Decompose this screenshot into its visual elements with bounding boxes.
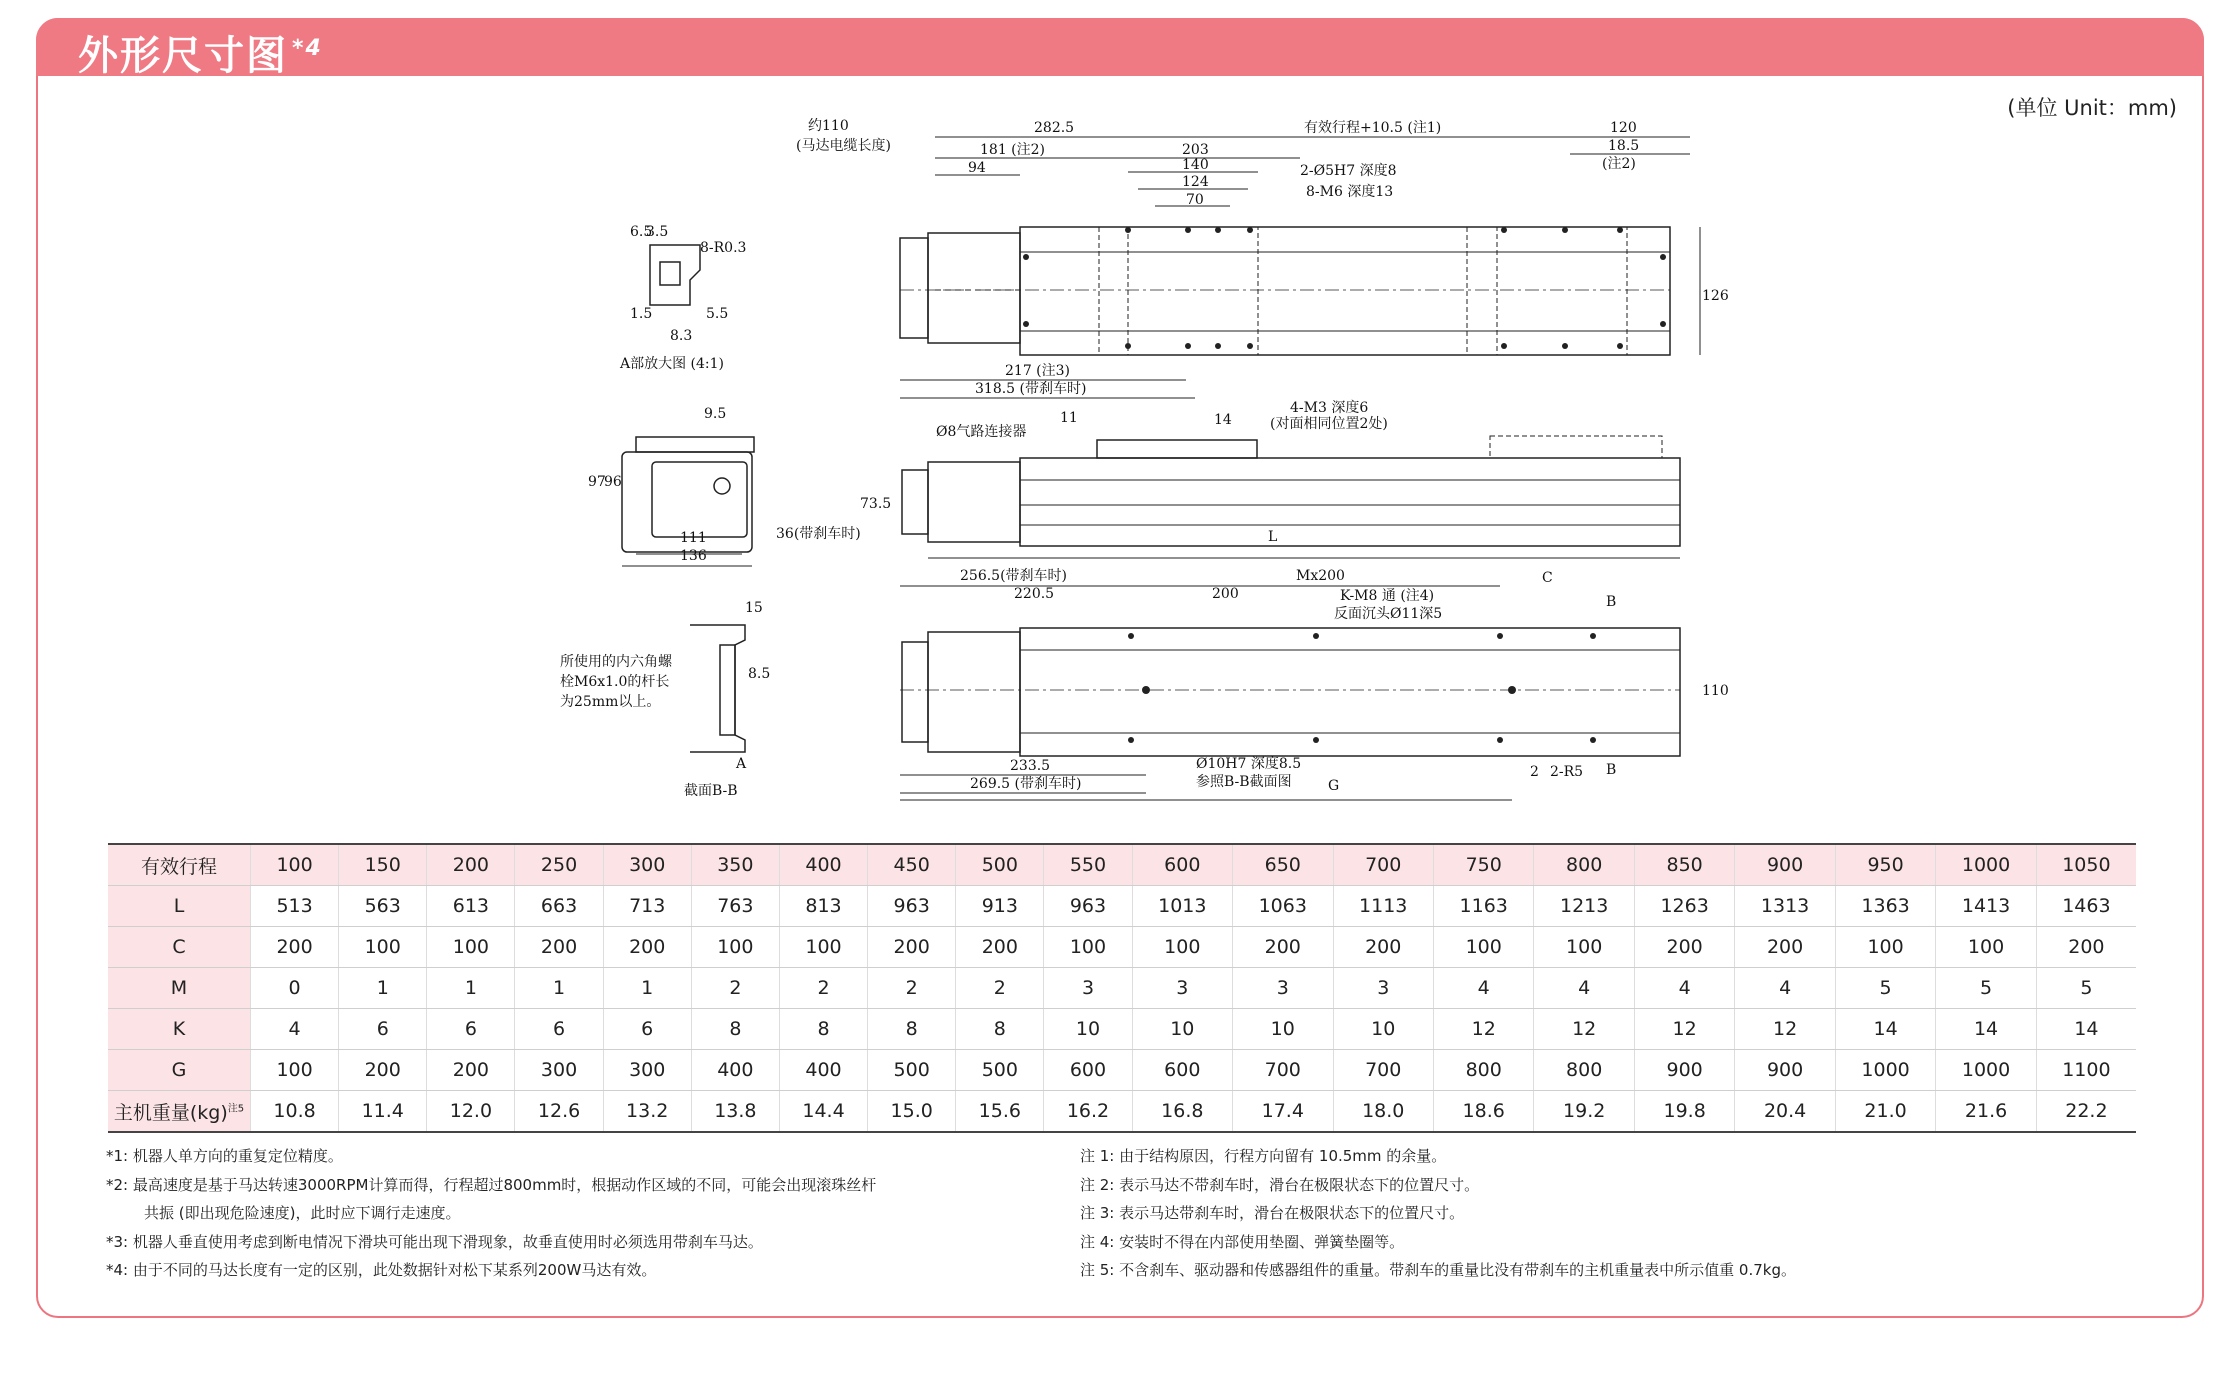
table-cell: 1163 [1433,886,1533,927]
top-dim: (马达电缆长度) [796,138,891,154]
end-view [622,437,754,566]
table-cell: 400 [779,844,867,886]
table-cell: 12.6 [515,1091,603,1133]
table-row [108,968,2136,1009]
table-cell: 6 [515,1009,603,1050]
detail-a-dim: 3.5 [646,224,669,240]
table-cell: 6 [339,1009,427,1050]
table-cell: 200 [515,927,603,968]
table-cell: 1463 [2036,886,2136,927]
table-cell: 200 [251,927,339,968]
note-item: 注 4: 安装时不得在内部使用垫圈、弹簧垫圈等。 [1080,1232,1405,1251]
top-dim: 18.5 [1608,138,1640,154]
table-cell: 800 [1534,1050,1634,1091]
table-cell: 17.4 [1233,1091,1333,1133]
table-cell: 400 [779,1050,867,1091]
table-cell: 750 [1433,844,1533,886]
table-cell: 1113 [1333,886,1433,927]
note-item: *4: 由于不同的马达长度有一定的区别，此处数据针对松下某系列200W马达有效。 [106,1261,657,1279]
bottom-dim: 200 [1212,586,1239,602]
table-cell: 150 [339,844,427,886]
note-item: 注 5: 不含刹车、驱动器和传感器组件的重量。带刹车的重量比没有带刹车的主机重量表中所示值重 0.7kg。 [1080,1261,1796,1279]
table-cell: 963 [868,886,956,927]
row-label: K [108,1009,251,1050]
table-cell: 700 [1333,1050,1433,1091]
table-cell: 900 [1735,844,1835,886]
bottom-dim: 220.5 [1014,586,1055,602]
table-cell: 663 [515,886,603,927]
table-cell: 300 [603,1050,691,1091]
table-cell: 200 [1233,927,1333,968]
table-cell: 2 [868,968,956,1009]
top-dim: (注2) [1602,156,1636,172]
table-cell: 100 [1534,927,1634,968]
table-cell: 19.8 [1634,1091,1734,1133]
table-cell: 5 [1936,968,2036,1009]
table-cell: 350 [691,844,779,886]
table-cell: 4 [1534,968,1634,1009]
table-cell: 5 [2036,968,2136,1009]
table-cell: 1050 [2036,844,2136,886]
section-label-a: A [736,756,747,772]
table-cell: 200 [2036,927,2136,968]
top-dim: 124 [1182,174,1209,190]
table-cell: 10 [1044,1009,1132,1050]
table-cell: 6 [603,1009,691,1050]
table-row [108,927,2136,968]
detail-a-dim: 1.5 [630,306,653,322]
top-dim: 2-Ø5H7 深度8 [1300,163,1397,179]
table-cell: 2 [956,968,1044,1009]
notes-right [1080,1142,1796,1285]
table-cell: 600 [1132,844,1232,886]
top-dim: 约110 [808,118,849,134]
table-cell: 6 [427,1009,515,1050]
table-cell: 950 [1835,844,1935,886]
table-cell: 100 [427,927,515,968]
note-item: 注 1: 由于结构原因，行程方向留有 10.5mm 的余量。 [1080,1147,1447,1165]
side-dim: 11 [1060,410,1078,426]
table-cell: 1 [427,968,515,1009]
table-cell: 12 [1735,1009,1835,1050]
table-cell: 550 [1044,844,1132,886]
top-dim: 有效行程+10.5 (注1) [1304,120,1442,136]
table-cell: 16.8 [1132,1091,1232,1133]
table-cell: 200 [956,927,1044,968]
table-cell: 100 [779,927,867,968]
bottom-dim: 2-R5 [1550,764,1584,780]
bottom-dim: K-M8 通 (注4) [1340,588,1435,604]
table-cell: 12 [1534,1009,1634,1050]
table-cell: 450 [868,844,956,886]
table-cell: 963 [1044,886,1132,927]
side-dim: 73.5 [860,496,892,512]
end-view-dim: 136 [680,548,707,564]
table-cell: 20.4 [1735,1091,1835,1133]
detail-a-dim: 8.3 [670,328,693,344]
table-cell: 200 [1634,927,1734,968]
table-cell: 900 [1735,1050,1835,1091]
table-cell: 100 [251,844,339,886]
table-cell: 300 [603,844,691,886]
table-cell: 12.0 [427,1091,515,1133]
table-cell: 200 [868,927,956,968]
bottom-dim: B [1606,762,1617,778]
table-cell: 500 [956,1050,1044,1091]
section-dim: 15 [745,600,763,616]
table-cell: 813 [779,886,867,927]
table-cell: 300 [515,1050,603,1091]
table-cell: 0 [251,968,339,1009]
table-cell: 563 [339,886,427,927]
section-bb [690,625,745,752]
table-cell: 14 [1835,1009,1935,1050]
section-dim: 8.5 [748,666,771,682]
row-label: 有效行程 [108,844,251,886]
note-item: 共振 (即出现危险速度)，此时应下调行走速度。 [144,1204,461,1222]
table-cell: 200 [427,844,515,886]
bottom-dim: 233.5 [1010,758,1051,774]
table-cell: 15.0 [868,1091,956,1133]
table-cell: 650 [1233,844,1333,886]
table-cell: 5 [1835,968,1935,1009]
table-cell: 100 [251,1050,339,1091]
top-dim: 203 [1182,142,1209,158]
table-cell: 12 [1433,1009,1533,1050]
table-cell: 800 [1534,844,1634,886]
table-cell: 10 [1333,1009,1433,1050]
bottom-dim: Ø10H7 深度8.5 [1196,756,1302,772]
table-cell: 18.6 [1433,1091,1533,1133]
note-item: 注 3: 表示马达带刹车时，滑台在极限状态下的位置尺寸。 [1080,1204,1465,1222]
end-view-dim: 111 [680,530,707,546]
table-cell: 200 [603,927,691,968]
table-cell: 913 [956,886,1044,927]
side-dim: L [1268,529,1278,545]
table-cell: 2 [779,968,867,1009]
bottom-dim: B [1606,594,1617,610]
table-cell: 500 [868,1050,956,1091]
row-label: L [108,886,251,927]
row-label: M [108,968,251,1009]
table-cell: 200 [1333,927,1433,968]
table-cell: 2 [691,968,779,1009]
side-dim: 36(带刹车时) [776,526,861,542]
table-cell: 600 [1132,1050,1232,1091]
table-cell: 850 [1634,844,1734,886]
table-cell: 15.6 [956,1091,1044,1133]
top-dim: 94 [968,160,986,176]
detail-a-dim: 8-R0.3 [700,240,747,256]
table-cell: 3 [1333,968,1433,1009]
table-cell: 1100 [2036,1050,2136,1091]
top-dim: 282.5 [1034,120,1075,136]
top-dim: 120 [1610,120,1637,136]
detail-a-caption: A部放大图 (4:1) [620,356,725,372]
table-cell: 400 [691,1050,779,1091]
section-caption: 截面B-B [684,783,738,799]
table-cell: 8 [691,1009,779,1050]
section-note: 为25mm以上。 [560,694,661,710]
top-dim: 318.5 (带刹车时) [975,381,1087,397]
table-cell: 100 [1835,927,1935,968]
detail-a-dim: 5.5 [706,306,729,322]
table-cell: 4 [1735,968,1835,1009]
table-cell: 200 [1735,927,1835,968]
table-cell: 10 [1233,1009,1333,1050]
end-view-dim: 97 [588,474,606,490]
side-view [902,436,1680,558]
section-note: 栓M6x1.0的杆长 [560,674,670,690]
table-cell: 19.2 [1534,1091,1634,1133]
table-cell: 100 [1936,927,2036,968]
table-cell: 4 [251,1009,339,1050]
table-cell: 1013 [1132,886,1232,927]
table-cell: 100 [1132,927,1232,968]
table-cell: 13.2 [603,1091,691,1133]
table-cell: 1 [339,968,427,1009]
bottom-dim: 256.5(带刹车时) [960,568,1068,584]
side-dim: (对面相同位置2处) [1270,416,1388,432]
end-view-dim: 9.5 [704,406,727,422]
top-dim: 181 (注2) [980,142,1046,158]
detail-a-dim: 6.5 [630,224,653,240]
table-cell: 12 [1634,1009,1734,1050]
table-cell: 700 [1333,844,1433,886]
table-cell: 713 [603,886,691,927]
table-cell: 500 [956,844,1044,886]
table-cell: 10.8 [251,1091,339,1133]
table-cell: 1413 [1936,886,2036,927]
top-dim: 140 [1182,157,1209,173]
side-dim: 4-M3 深度6 [1290,400,1369,416]
bottom-dim: 2 [1530,764,1539,780]
table-cell: 1000 [1936,1050,2036,1091]
bottom-dim: Mx200 [1296,568,1345,584]
row-label: C [108,927,251,968]
table-cell: 1000 [1835,1050,1935,1091]
page-title: 外形尺寸图 $^{*4}$ [78,33,323,79]
table-cell: 600 [1044,1050,1132,1091]
table-cell: 1363 [1835,886,1935,927]
table-cell: 200 [427,1050,515,1091]
table-cell: 513 [251,886,339,927]
table-cell: 800 [1433,1050,1533,1091]
end-view-dim: 96 [604,474,622,490]
notes-left [106,1142,876,1285]
side-dim: Ø8气路连接器 [936,424,1027,440]
table-cell: 18.0 [1333,1091,1433,1133]
bottom-dim: 110 [1702,683,1729,699]
note-item: *2: 最高速度是基于马达转速3000RPM计算而得，行程超过800mm时，根据动作区域的不同，可能会出现滚珠丝杆 [106,1175,877,1194]
detail-a [650,245,700,305]
table-cell: 10 [1132,1009,1232,1050]
table-cell: 3 [1132,968,1232,1009]
table-cell: 250 [515,844,603,886]
table-cell: 21.6 [1936,1091,2036,1133]
note-item: 注 2: 表示马达不带刹车时，滑台在极限状态下的位置尺寸。 [1080,1175,1480,1194]
weight-note-ref: 注5 [227,1103,245,1115]
table-cell: 13.8 [691,1091,779,1133]
table-cell: 8 [868,1009,956,1050]
table-cell: 8 [779,1009,867,1050]
table-cell: 900 [1634,1050,1734,1091]
table-cell: 1 [603,968,691,1009]
table-cell: 14.4 [779,1091,867,1133]
note-item: *1: 机器人单方向的重复定位精度。 [106,1147,343,1165]
table-cell: 763 [691,886,779,927]
table-row [108,1050,2136,1091]
table-cell: 1213 [1534,886,1634,927]
table-cell: 613 [427,886,515,927]
section-note: 所使用的内六角螺 [560,654,672,670]
table-cell: 100 [1044,927,1132,968]
row-label: 主机重量(kg)$^{注5}$ [108,1091,251,1133]
table-cell: 16.2 [1044,1091,1132,1133]
table-cell: 3 [1044,968,1132,1009]
bottom-dim: G [1328,778,1340,794]
table-cell: 3 [1233,968,1333,1009]
table-cell: 8 [956,1009,1044,1050]
table-row [108,886,2136,927]
table-cell: 1263 [1634,886,1734,927]
unit-label: (单位 Unit：mm) [2007,96,2177,120]
bottom-dim: 269.5 (带刹车时) [970,776,1082,792]
top-dim: 217 (注3) [1005,363,1071,379]
table-cell: 21.0 [1835,1091,1935,1133]
table-cell: 1 [515,968,603,1009]
top-dim: 70 [1186,192,1204,208]
table-cell: 100 [1433,927,1533,968]
table-cell: 1063 [1233,886,1333,927]
table-cell: 100 [691,927,779,968]
table-cell: 1313 [1735,886,1835,927]
top-dim: 126 [1702,288,1729,304]
row-label: G [108,1050,251,1091]
spec-table [108,843,2136,1133]
top-dim: 8-M6 深度13 [1306,184,1394,200]
table-cell: 700 [1233,1050,1333,1091]
bottom-dim: 反面沉头Ø11深5 [1334,606,1443,622]
bottom-dim: 参照B-B截面图 [1196,774,1292,790]
note-item: *3: 机器人垂直使用考虑到断电情况下滑块可能出现下滑现象，故垂直使用时必须选用带刹车马达。 [106,1232,763,1251]
table-cell: 100 [339,927,427,968]
table-row [108,1091,2136,1133]
table-cell: 11.4 [339,1091,427,1133]
table-cell: 4 [1433,968,1533,1009]
table-header-row [108,844,2136,886]
table-cell: 14 [1936,1009,2036,1050]
table-cell: 4 [1634,968,1734,1009]
table-cell: 22.2 [2036,1091,2136,1133]
bottom-dim: C [1542,570,1553,586]
table-row [108,1009,2136,1050]
table-cell: 1000 [1936,844,2036,886]
table-cell: 200 [339,1050,427,1091]
table-cell: 14 [2036,1009,2136,1050]
side-dim: 14 [1214,412,1232,428]
